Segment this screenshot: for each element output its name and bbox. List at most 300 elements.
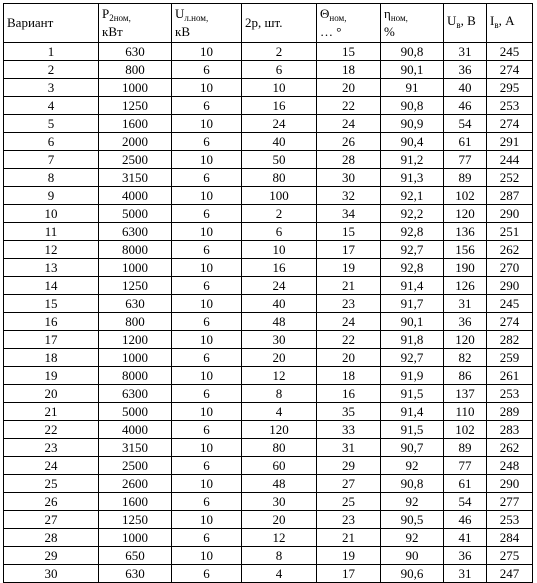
cell-poles: 4 — [242, 403, 317, 421]
cell-variant: 2 — [4, 61, 99, 79]
header-variant — [4, 4, 99, 43]
cell-temperature: 20 — [317, 79, 381, 97]
header-power-subscript: 2ном, — [109, 13, 131, 23]
cell-excitation-voltage: 41 — [444, 529, 487, 547]
header-power-symbol: P — [102, 6, 110, 21]
cell-efficiency: 92,1 — [381, 187, 444, 205]
cell-power: 4000 — [99, 187, 172, 205]
cell-temperature: 27 — [317, 475, 381, 493]
cell-temperature: 24 — [317, 313, 381, 331]
cell-excitation-voltage: 77 — [444, 457, 487, 475]
cell-temperature: 32 — [317, 187, 381, 205]
table-row — [4, 511, 533, 529]
cell-temperature: 25 — [317, 493, 381, 511]
table-row — [4, 277, 533, 295]
table-row — [4, 349, 533, 367]
cell-excitation-voltage: 120 — [444, 331, 487, 349]
table-row — [4, 97, 533, 115]
cell-voltage: 10 — [172, 259, 242, 277]
header-excitation-current-symbol: I — [490, 13, 495, 28]
cell-efficiency: 90,5 — [381, 511, 444, 529]
cell-variant: 11 — [4, 223, 99, 241]
cell-excitation-voltage: 36 — [444, 547, 487, 565]
cell-temperature: 15 — [317, 223, 381, 241]
variants-table — [3, 3, 533, 583]
cell-power: 5000 — [99, 205, 172, 223]
table-row — [4, 313, 533, 331]
cell-power: 1000 — [99, 529, 172, 547]
cell-voltage: 6 — [172, 169, 242, 187]
cell-excitation-voltage: 31 — [444, 565, 487, 583]
cell-excitation-current: 262 — [487, 439, 533, 457]
cell-variant: 6 — [4, 133, 99, 151]
cell-poles: 10 — [242, 241, 317, 259]
cell-efficiency: 91,8 — [381, 331, 444, 349]
header-efficiency-symbol: η — [384, 6, 391, 21]
cell-voltage: 6 — [172, 313, 242, 331]
cell-excitation-current: 245 — [487, 295, 533, 313]
table-row — [4, 79, 533, 97]
cell-power: 1250 — [99, 511, 172, 529]
cell-voltage: 10 — [172, 43, 242, 61]
cell-efficiency: 90,1 — [381, 61, 444, 79]
cell-power: 1600 — [99, 493, 172, 511]
cell-variant: 3 — [4, 79, 99, 97]
cell-excitation-current: 261 — [487, 367, 533, 385]
cell-voltage: 6 — [172, 565, 242, 583]
header-excitation-voltage-subscript: в — [456, 20, 461, 30]
cell-excitation-current: 277 — [487, 493, 533, 511]
cell-power: 2600 — [99, 475, 172, 493]
cell-variant: 13 — [4, 259, 99, 277]
cell-voltage: 6 — [172, 277, 242, 295]
cell-variant: 16 — [4, 313, 99, 331]
cell-excitation-voltage: 137 — [444, 385, 487, 403]
cell-efficiency: 90,4 — [381, 133, 444, 151]
header-poles-label: 2р, шт. — [245, 15, 283, 30]
header-excitation-current-subscript: в — [494, 20, 499, 30]
cell-excitation-current: 253 — [487, 511, 533, 529]
cell-voltage: 10 — [172, 367, 242, 385]
cell-temperature: 22 — [317, 97, 381, 115]
cell-excitation-voltage: 54 — [444, 493, 487, 511]
cell-excitation-current: 289 — [487, 403, 533, 421]
cell-power: 6300 — [99, 223, 172, 241]
cell-excitation-voltage: 120 — [444, 205, 487, 223]
cell-excitation-current: 274 — [487, 115, 533, 133]
cell-excitation-current: 291 — [487, 133, 533, 151]
cell-variant: 28 — [4, 529, 99, 547]
table-row — [4, 295, 533, 313]
header-temperature-unit: … ° — [320, 24, 342, 39]
cell-excitation-current: 284 — [487, 529, 533, 547]
cell-temperature: 30 — [317, 169, 381, 187]
cell-efficiency: 90,9 — [381, 115, 444, 133]
cell-excitation-voltage: 102 — [444, 187, 487, 205]
cell-excitation-voltage: 102 — [444, 421, 487, 439]
cell-efficiency: 90 — [381, 547, 444, 565]
cell-temperature: 33 — [317, 421, 381, 439]
cell-power: 1250 — [99, 97, 172, 115]
cell-variant: 21 — [4, 403, 99, 421]
cell-variant: 1 — [4, 43, 99, 61]
table-row — [4, 133, 533, 151]
table-row — [4, 493, 533, 511]
cell-temperature: 26 — [317, 133, 381, 151]
cell-poles: 30 — [242, 331, 317, 349]
cell-voltage: 10 — [172, 187, 242, 205]
cell-excitation-current: 245 — [487, 43, 533, 61]
cell-voltage: 10 — [172, 151, 242, 169]
cell-power: 1250 — [99, 277, 172, 295]
cell-efficiency: 91,9 — [381, 367, 444, 385]
cell-temperature: 17 — [317, 241, 381, 259]
cell-power: 8000 — [99, 367, 172, 385]
cell-excitation-voltage: 126 — [444, 277, 487, 295]
cell-variant: 22 — [4, 421, 99, 439]
cell-voltage: 6 — [172, 241, 242, 259]
cell-temperature: 19 — [317, 259, 381, 277]
cell-efficiency: 91,7 — [381, 295, 444, 313]
cell-power: 650 — [99, 547, 172, 565]
cell-variant: 7 — [4, 151, 99, 169]
cell-efficiency: 91,5 — [381, 385, 444, 403]
cell-excitation-current: 274 — [487, 61, 533, 79]
cell-excitation-current: 283 — [487, 421, 533, 439]
cell-efficiency: 91,2 — [381, 151, 444, 169]
cell-temperature: 28 — [317, 151, 381, 169]
cell-temperature: 17 — [317, 565, 381, 583]
cell-temperature: 21 — [317, 529, 381, 547]
cell-temperature: 15 — [317, 43, 381, 61]
cell-variant: 29 — [4, 547, 99, 565]
cell-poles: 40 — [242, 295, 317, 313]
cell-temperature: 23 — [317, 295, 381, 313]
cell-voltage: 6 — [172, 61, 242, 79]
cell-efficiency: 92 — [381, 457, 444, 475]
cell-power: 8000 — [99, 241, 172, 259]
cell-efficiency: 91,3 — [381, 169, 444, 187]
cell-excitation-current: 282 — [487, 331, 533, 349]
cell-voltage: 10 — [172, 403, 242, 421]
cell-power: 2500 — [99, 457, 172, 475]
cell-excitation-voltage: 86 — [444, 367, 487, 385]
table-row — [4, 169, 533, 187]
cell-excitation-voltage: 190 — [444, 259, 487, 277]
cell-temperature: 16 — [317, 385, 381, 403]
cell-poles: 120 — [242, 421, 317, 439]
cell-power: 5000 — [99, 403, 172, 421]
cell-poles: 20 — [242, 349, 317, 367]
cell-poles: 8 — [242, 385, 317, 403]
cell-power: 1000 — [99, 259, 172, 277]
cell-efficiency: 90,8 — [381, 475, 444, 493]
cell-excitation-voltage: 136 — [444, 223, 487, 241]
cell-efficiency: 90,8 — [381, 43, 444, 61]
table-row — [4, 439, 533, 457]
cell-poles: 24 — [242, 277, 317, 295]
header-voltage — [172, 4, 242, 43]
cell-poles: 40 — [242, 133, 317, 151]
table-row — [4, 565, 533, 583]
cell-variant: 9 — [4, 187, 99, 205]
cell-poles: 6 — [242, 223, 317, 241]
cell-voltage: 10 — [172, 79, 242, 97]
cell-excitation-current: 290 — [487, 277, 533, 295]
cell-variant: 8 — [4, 169, 99, 187]
variants-table-container — [3, 3, 533, 583]
cell-power: 1600 — [99, 115, 172, 133]
cell-power: 2000 — [99, 133, 172, 151]
cell-excitation-current: 290 — [487, 205, 533, 223]
cell-variant: 25 — [4, 475, 99, 493]
table-row — [4, 457, 533, 475]
cell-temperature: 18 — [317, 61, 381, 79]
table-row — [4, 61, 533, 79]
cell-power: 1200 — [99, 331, 172, 349]
table-row — [4, 259, 533, 277]
cell-efficiency: 92 — [381, 529, 444, 547]
cell-excitation-current: 253 — [487, 385, 533, 403]
cell-excitation-voltage: 89 — [444, 169, 487, 187]
cell-power: 6300 — [99, 385, 172, 403]
cell-variant: 10 — [4, 205, 99, 223]
header-efficiency-subscript: ном, — [390, 13, 408, 23]
cell-efficiency: 90,7 — [381, 439, 444, 457]
table-row — [4, 421, 533, 439]
table-row — [4, 43, 533, 61]
cell-variant: 18 — [4, 349, 99, 367]
cell-excitation-voltage: 77 — [444, 151, 487, 169]
cell-poles: 30 — [242, 493, 317, 511]
cell-efficiency: 91,4 — [381, 277, 444, 295]
cell-excitation-voltage: 82 — [444, 349, 487, 367]
cell-excitation-voltage: 61 — [444, 133, 487, 151]
header-temperature-subscript: ном, — [329, 13, 347, 23]
cell-poles: 10 — [242, 79, 317, 97]
cell-excitation-voltage: 89 — [444, 439, 487, 457]
cell-excitation-voltage: 61 — [444, 475, 487, 493]
cell-efficiency: 90,8 — [381, 97, 444, 115]
cell-temperature: 20 — [317, 349, 381, 367]
cell-excitation-current: 262 — [487, 241, 533, 259]
table-row — [4, 475, 533, 493]
cell-variant: 5 — [4, 115, 99, 133]
cell-efficiency: 91 — [381, 79, 444, 97]
cell-voltage: 10 — [172, 331, 242, 349]
cell-power: 800 — [99, 313, 172, 331]
cell-voltage: 6 — [172, 421, 242, 439]
table-row — [4, 331, 533, 349]
table-row — [4, 529, 533, 547]
cell-voltage: 6 — [172, 457, 242, 475]
cell-excitation-voltage: 40 — [444, 79, 487, 97]
cell-power: 2500 — [99, 151, 172, 169]
cell-voltage: 10 — [172, 295, 242, 313]
header-excitation-voltage-symbol: U — [447, 13, 457, 28]
header-efficiency — [381, 4, 444, 43]
cell-temperature: 34 — [317, 205, 381, 223]
table-row — [4, 367, 533, 385]
header-power — [99, 4, 172, 43]
cell-excitation-current: 287 — [487, 187, 533, 205]
cell-excitation-voltage: 36 — [444, 313, 487, 331]
cell-poles: 24 — [242, 115, 317, 133]
cell-power: 1000 — [99, 79, 172, 97]
cell-poles: 16 — [242, 97, 317, 115]
cell-efficiency: 92,7 — [381, 241, 444, 259]
cell-poles: 4 — [242, 565, 317, 583]
header-temperature — [317, 4, 381, 43]
table-row — [4, 115, 533, 133]
cell-poles: 16 — [242, 259, 317, 277]
cell-excitation-current: 290 — [487, 475, 533, 493]
cell-temperature: 18 — [317, 367, 381, 385]
cell-excitation-current: 270 — [487, 259, 533, 277]
cell-efficiency: 92,8 — [381, 223, 444, 241]
cell-variant: 24 — [4, 457, 99, 475]
table-row — [4, 385, 533, 403]
cell-efficiency: 92,2 — [381, 205, 444, 223]
cell-efficiency: 92,8 — [381, 259, 444, 277]
cell-efficiency: 92 — [381, 493, 444, 511]
cell-variant: 12 — [4, 241, 99, 259]
cell-excitation-current: 275 — [487, 547, 533, 565]
cell-temperature: 21 — [317, 277, 381, 295]
cell-variant: 19 — [4, 367, 99, 385]
cell-voltage: 6 — [172, 205, 242, 223]
cell-variant: 14 — [4, 277, 99, 295]
cell-variant: 30 — [4, 565, 99, 583]
cell-variant: 15 — [4, 295, 99, 313]
cell-voltage: 10 — [172, 439, 242, 457]
cell-poles: 48 — [242, 313, 317, 331]
cell-variant: 27 — [4, 511, 99, 529]
cell-efficiency: 91,5 — [381, 421, 444, 439]
cell-poles: 48 — [242, 475, 317, 493]
header-power-unit: кВт — [102, 24, 123, 39]
cell-excitation-voltage: 46 — [444, 511, 487, 529]
cell-temperature: 31 — [317, 439, 381, 457]
header-variant-label: Вариант — [7, 15, 54, 30]
cell-excitation-voltage: 36 — [444, 61, 487, 79]
cell-excitation-current: 295 — [487, 79, 533, 97]
cell-power: 630 — [99, 43, 172, 61]
cell-poles: 60 — [242, 457, 317, 475]
cell-voltage: 6 — [172, 133, 242, 151]
cell-temperature: 19 — [317, 547, 381, 565]
cell-excitation-current: 253 — [487, 97, 533, 115]
header-excitation-current-unit: , А — [498, 13, 515, 28]
header-poles — [242, 4, 317, 43]
table-row — [4, 187, 533, 205]
cell-power: 3150 — [99, 439, 172, 457]
cell-voltage: 6 — [172, 385, 242, 403]
cell-variant: 20 — [4, 385, 99, 403]
header-excitation-voltage — [444, 4, 487, 43]
cell-voltage: 6 — [172, 349, 242, 367]
header-efficiency-unit: % — [384, 24, 395, 39]
table-row — [4, 547, 533, 565]
cell-excitation-current: 251 — [487, 223, 533, 241]
cell-efficiency: 91,4 — [381, 403, 444, 421]
header-voltage-symbol: U — [175, 6, 185, 21]
table-row — [4, 151, 533, 169]
cell-poles: 12 — [242, 529, 317, 547]
cell-power: 3150 — [99, 169, 172, 187]
cell-poles: 6 — [242, 61, 317, 79]
cell-voltage: 10 — [172, 223, 242, 241]
cell-excitation-current: 248 — [487, 457, 533, 475]
cell-power: 800 — [99, 61, 172, 79]
cell-poles: 12 — [242, 367, 317, 385]
cell-poles: 2 — [242, 43, 317, 61]
cell-efficiency: 92,7 — [381, 349, 444, 367]
header-voltage-unit: кВ — [175, 24, 190, 39]
cell-power: 630 — [99, 295, 172, 313]
cell-variant: 23 — [4, 439, 99, 457]
cell-poles: 8 — [242, 547, 317, 565]
cell-variant: 17 — [4, 331, 99, 349]
cell-excitation-voltage: 110 — [444, 403, 487, 421]
cell-temperature: 29 — [317, 457, 381, 475]
cell-power: 1000 — [99, 349, 172, 367]
header-voltage-subscript: л.ном, — [184, 13, 209, 23]
cell-voltage: 10 — [172, 547, 242, 565]
header-excitation-voltage-unit: , В — [460, 13, 476, 28]
cell-variant: 4 — [4, 97, 99, 115]
cell-excitation-voltage: 156 — [444, 241, 487, 259]
cell-poles: 20 — [242, 511, 317, 529]
cell-excitation-voltage: 54 — [444, 115, 487, 133]
table-body — [4, 43, 533, 583]
cell-excitation-current: 259 — [487, 349, 533, 367]
cell-excitation-voltage: 46 — [444, 97, 487, 115]
cell-poles: 100 — [242, 187, 317, 205]
cell-excitation-current: 244 — [487, 151, 533, 169]
cell-voltage: 6 — [172, 529, 242, 547]
cell-poles: 80 — [242, 169, 317, 187]
cell-excitation-voltage: 31 — [444, 295, 487, 313]
cell-excitation-voltage: 31 — [444, 43, 487, 61]
cell-variant: 26 — [4, 493, 99, 511]
cell-power: 630 — [99, 565, 172, 583]
cell-voltage: 10 — [172, 475, 242, 493]
table-row — [4, 223, 533, 241]
header-excitation-current — [487, 4, 533, 43]
cell-excitation-current: 247 — [487, 565, 533, 583]
cell-poles: 50 — [242, 151, 317, 169]
cell-temperature: 22 — [317, 331, 381, 349]
cell-poles: 2 — [242, 205, 317, 223]
header-row — [4, 4, 533, 43]
cell-voltage: 6 — [172, 493, 242, 511]
table-row — [4, 241, 533, 259]
cell-efficiency: 90,6 — [381, 565, 444, 583]
cell-efficiency: 90,1 — [381, 313, 444, 331]
cell-excitation-current: 252 — [487, 169, 533, 187]
cell-temperature: 24 — [317, 115, 381, 133]
cell-poles: 80 — [242, 439, 317, 457]
table-row — [4, 205, 533, 223]
cell-voltage: 6 — [172, 97, 242, 115]
cell-voltage: 10 — [172, 115, 242, 133]
cell-excitation-current: 274 — [487, 313, 533, 331]
cell-temperature: 23 — [317, 511, 381, 529]
table-row — [4, 403, 533, 421]
header-temperature-symbol: Θ — [320, 6, 330, 21]
cell-voltage: 10 — [172, 511, 242, 529]
